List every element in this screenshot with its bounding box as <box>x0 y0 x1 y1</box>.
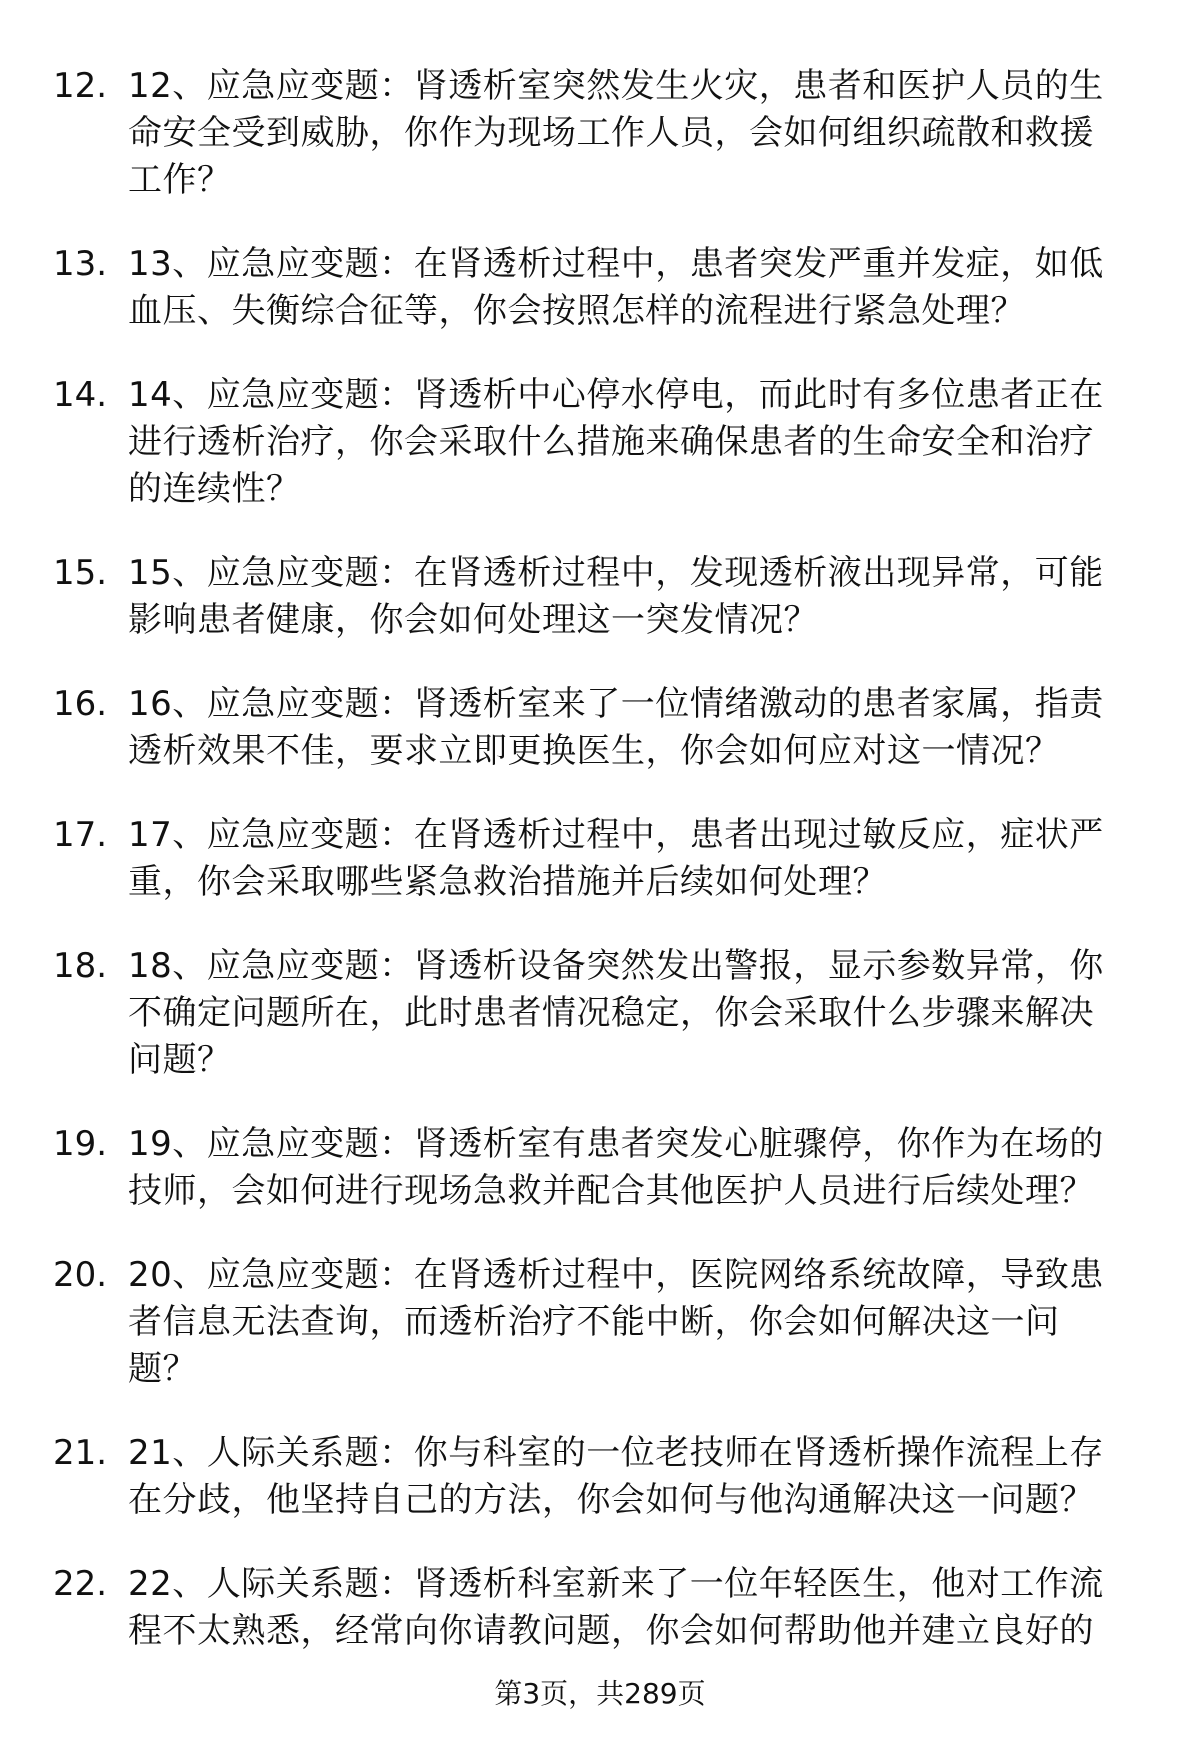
question-text-line: 22、人际关系题：肾透析科室新来了一位年轻医生，他对工作流 <box>128 1564 1104 1604</box>
question-text-line: 程不太熟悉，经常向你请教问题，你会如何帮助他并建立良好的 <box>128 1611 1094 1651</box>
question-number: 15. <box>53 553 108 593</box>
question-number: 20. <box>53 1255 108 1295</box>
question-text-line: 题？ <box>128 1349 197 1389</box>
question-text-line: 工作？ <box>128 160 232 200</box>
question-item <box>0 1121 1200 1215</box>
question-text-line: 20、应急应变题：在肾透析过程中，医院网络系统故障，导致患 <box>128 1255 1104 1295</box>
question-text <box>128 550 1158 644</box>
question-text <box>128 1252 1158 1393</box>
question-number: 13. <box>53 244 108 284</box>
question-number: 18. <box>53 946 108 986</box>
question-text <box>128 943 1158 1084</box>
question-text-line: 不确定问题所在，此时患者情况稳定，你会采取什么步骤来解决 <box>128 993 1094 1033</box>
question-number: 22. <box>53 1564 108 1604</box>
page-footer: 第3页，共289页 <box>494 1677 706 1710</box>
question-text-line: 19、应急应变题：肾透析室有患者突发心脏骤停，你作为在场的 <box>128 1124 1104 1164</box>
question-number: 14. <box>53 375 108 415</box>
question-item <box>0 1430 1200 1524</box>
question-text <box>128 1430 1158 1524</box>
question-text-line: 技师，会如何进行现场急救并配合其他医护人员进行后续处理？ <box>128 1171 1094 1211</box>
question-text <box>128 241 1158 335</box>
question-text-line: 13、应急应变题：在肾透析过程中，患者突发严重并发症，如低 <box>128 244 1104 284</box>
question-text <box>128 812 1158 906</box>
question-number: 17. <box>53 815 108 855</box>
question-number: 16. <box>53 684 108 724</box>
question-list <box>0 63 1200 1692</box>
question-item <box>0 63 1200 204</box>
question-text <box>128 372 1158 513</box>
question-text-line: 问题？ <box>128 1040 232 1080</box>
question-text-line: 透析效果不佳，要求立即更换医生，你会如何应对这一情况？ <box>128 731 1060 771</box>
question-text-line: 者信息无法查询，而透析治疗不能中断，你会如何解决这一问 <box>128 1302 1060 1342</box>
question-text-line: 18、应急应变题：肾透析设备突然发出警报，显示参数异常，你 <box>128 946 1104 986</box>
question-text-line: 在分歧，他坚持自己的方法，你会如何与他沟通解决这一问题？ <box>128 1480 1094 1520</box>
question-text <box>128 63 1158 204</box>
question-number: 19. <box>53 1124 108 1164</box>
question-text-line: 影响患者健康，你会如何处理这一突发情况？ <box>128 600 818 640</box>
question-text-line: 16、应急应变题：肾透析室来了一位情绪激动的患者家属，指责 <box>128 684 1104 724</box>
question-item <box>0 1252 1200 1393</box>
question-number: 12. <box>53 66 108 106</box>
question-item <box>0 943 1200 1084</box>
question-text-line: 血压、失衡综合征等，你会按照怎样的流程进行紧急处理？ <box>128 291 1025 331</box>
question-text <box>128 1121 1158 1215</box>
question-number: 21. <box>53 1433 108 1473</box>
question-text-line: 15、应急应变题：在肾透析过程中，发现透析液出现异常，可能 <box>128 553 1104 593</box>
question-text-line: 14、应急应变题：肾透析中心停水停电，而此时有多位患者正在 <box>128 375 1104 415</box>
question-item <box>0 550 1200 644</box>
question-item <box>0 1561 1200 1655</box>
question-text-line: 的连续性？ <box>128 469 301 509</box>
question-text <box>128 1561 1158 1655</box>
question-item <box>0 372 1200 513</box>
question-text-line: 进行透析治疗，你会采取什么措施来确保患者的生命安全和治疗 <box>128 422 1094 462</box>
question-text-line: 17、应急应变题：在肾透析过程中，患者出现过敏反应，症状严 <box>128 815 1104 855</box>
question-text-line: 21、人际关系题：你与科室的一位老技师在肾透析操作流程上存 <box>128 1433 1104 1473</box>
question-item <box>0 812 1200 906</box>
question-text-line: 重，你会采取哪些紧急救治措施并后续如何处理？ <box>128 862 887 902</box>
question-text-line: 命安全受到威胁，你作为现场工作人员，会如何组织疏散和救援 <box>128 113 1094 153</box>
question-item <box>0 681 1200 775</box>
question-item <box>0 241 1200 335</box>
question-text <box>128 681 1158 775</box>
question-text-line: 12、应急应变题：肾透析室突然发生火灾，患者和医护人员的生 <box>128 66 1104 106</box>
